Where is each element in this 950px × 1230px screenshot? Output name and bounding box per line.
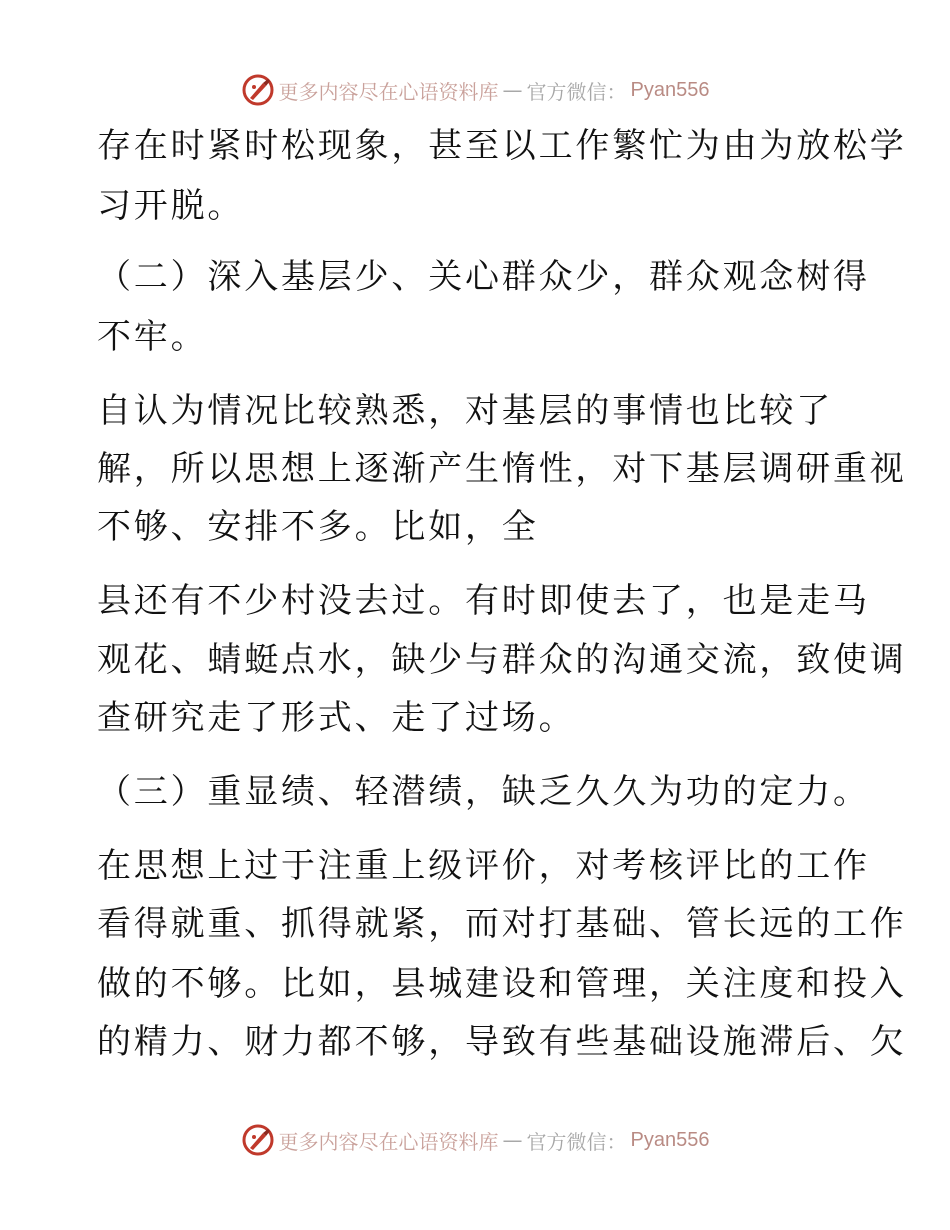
watermark-group (241, 1123, 710, 1157)
text-line: 存在时紧时松现象，甚至以工作繁忙为由为放松学 (97, 126, 907, 166)
watermark-dash: — (502, 1128, 523, 1152)
text-line: 解，所以思想上逐渐产生惰性，对下基层调研重视 (97, 449, 907, 489)
watermark-text: 更多内容尽在心语资料库 (278, 79, 499, 104)
text-line: 自认为情况比较熟悉，对基层的事情也比较了 (97, 391, 833, 431)
watermark-group (241, 73, 710, 107)
footer-watermark (0, 1120, 950, 1160)
watermark-contact-label: 官方微信： (526, 79, 627, 104)
text-line: 的精力、财力都不够，导致有些基础设施滞后、欠 (97, 1022, 907, 1062)
text-line: 县还有不少村没去过。有时即使去了，也是走马 (97, 581, 870, 621)
text-line: 看得就重、抓得就紧，而对打基础、管长远的工作 (97, 904, 907, 944)
text-line: 查研究走了形式、走了过场。 (97, 698, 576, 738)
text-line: 在思想上过于注重上级评价，对考核评比的工作 (97, 846, 870, 886)
section-heading: （二）深入基层少、关心群众少，群众观念树得 (97, 257, 870, 297)
pen-circle-logo-icon (241, 1123, 275, 1157)
text-line: 做的不够。比如，县城建设和管理，关注度和投入 (97, 964, 907, 1004)
header-watermark (0, 70, 950, 110)
text-line: 不够、安排不多。比如，全 (97, 507, 539, 547)
text-line: 习开脱。 (97, 186, 245, 226)
watermark-dash: — (502, 78, 523, 102)
pen-circle-logo-icon (241, 73, 275, 107)
watermark-contact-id: Pyan556 (630, 78, 710, 101)
watermark-contact-label: 官方微信： (526, 1129, 627, 1154)
watermark-contact-id: Pyan556 (630, 1128, 710, 1151)
text-line: 不牢。 (97, 317, 208, 357)
section-heading: （三）重显绩、轻潜绩，缺乏久久为功的定力。 (97, 772, 870, 812)
text-line: 观花、蜻蜓点水，缺少与群众的沟通交流，致使调 (97, 640, 907, 680)
watermark-text: 更多内容尽在心语资料库 (278, 1129, 499, 1154)
